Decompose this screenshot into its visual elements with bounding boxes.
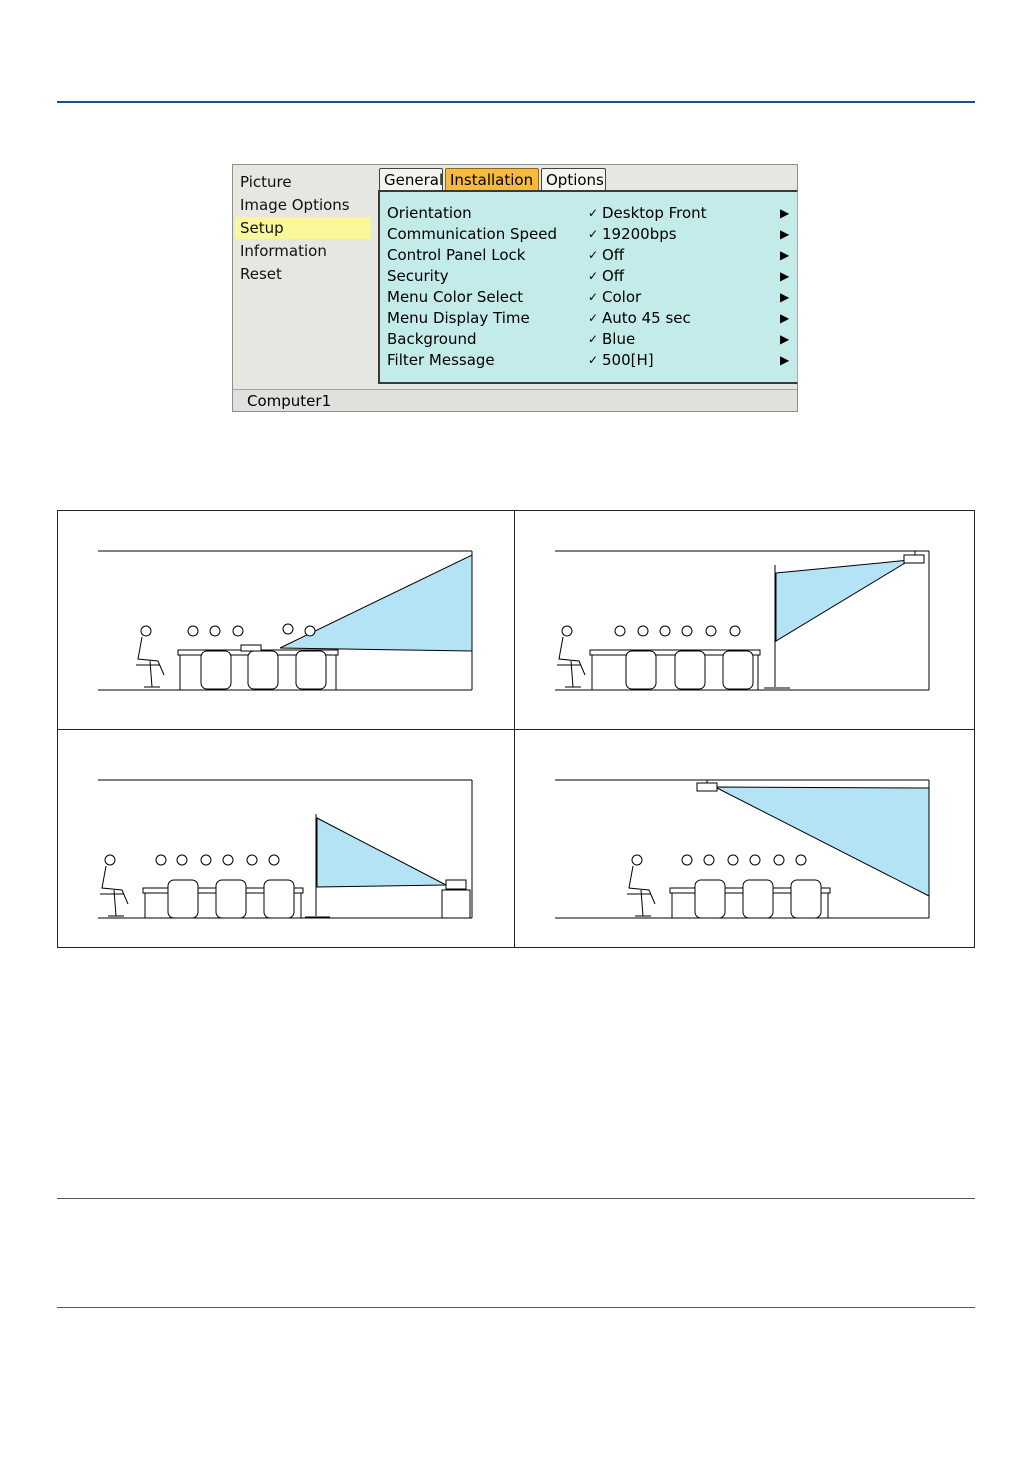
arrow-right-icon[interactable]: ▶ <box>780 290 790 304</box>
illustration-ceiling-rear <box>515 511 971 729</box>
setting-value: Off <box>602 246 625 264</box>
setting-row-filter-message[interactable] <box>380 350 798 371</box>
check-icon: ✓ <box>588 353 599 367</box>
setting-row-background[interactable] <box>380 329 798 350</box>
arrow-right-icon[interactable]: ▶ <box>780 269 790 283</box>
setting-value: Auto 45 sec <box>602 309 691 327</box>
setting-row-orientation[interactable] <box>380 203 798 224</box>
arrow-right-icon[interactable]: ▶ <box>780 227 790 241</box>
sidebar-item-information[interactable]: Information <box>240 242 327 260</box>
sidebar-item-reset[interactable]: Reset <box>240 265 282 283</box>
sidebar-item-picture[interactable]: Picture <box>240 173 292 191</box>
projector-ceiling-icon <box>904 555 924 563</box>
header-rule <box>57 101 975 103</box>
setting-value: Off <box>602 267 625 285</box>
check-icon: ✓ <box>588 290 599 304</box>
section-rule <box>57 1198 975 1199</box>
arrow-right-icon[interactable]: ▶ <box>780 206 790 220</box>
setting-row-menu-display-time[interactable] <box>380 308 798 329</box>
section-rule <box>57 1307 975 1308</box>
status-bar-source: Computer1 <box>233 389 797 411</box>
setting-label: Menu Color Select <box>387 288 524 306</box>
setting-label: Communication Speed <box>387 225 558 243</box>
sidebar-item-image-options[interactable]: Image Options <box>240 196 350 214</box>
check-icon: ✓ <box>588 206 599 220</box>
setup-menu-window <box>232 164 798 412</box>
setting-row-menu-color-select[interactable] <box>380 287 798 308</box>
setting-label: Orientation <box>387 204 472 222</box>
setting-value: Color <box>602 288 642 306</box>
check-icon: ✓ <box>588 311 599 325</box>
check-icon: ✓ <box>588 332 599 346</box>
setting-value: Desktop Front <box>602 204 707 222</box>
setting-label: Filter Message <box>387 351 495 369</box>
orientation-illustrations <box>57 510 975 948</box>
setting-label: Background <box>387 330 477 348</box>
projector-on-stand-icon <box>446 880 466 889</box>
setting-value: 19200bps <box>602 225 677 243</box>
sidebar-item-setup[interactable]: Setup <box>235 217 371 239</box>
check-icon: ✓ <box>588 227 599 241</box>
setting-row-security[interactable] <box>380 266 798 287</box>
check-icon: ✓ <box>588 269 599 283</box>
illustration-desktop-front <box>58 511 514 729</box>
projector-on-table-icon <box>241 645 261 651</box>
arrow-right-icon[interactable]: ▶ <box>780 311 790 325</box>
illustration-desktop-rear <box>58 730 514 948</box>
setting-value: Blue <box>602 330 636 348</box>
projector-ceiling-icon <box>697 783 717 791</box>
installation-panel <box>378 190 798 384</box>
arrow-right-icon[interactable]: ▶ <box>780 332 790 346</box>
tab-options[interactable]: Options <box>541 168 606 190</box>
arrow-right-icon[interactable]: ▶ <box>780 248 790 262</box>
setting-label: Control Panel Lock <box>387 246 526 264</box>
check-icon: ✓ <box>588 248 599 262</box>
illustration-ceiling-front <box>515 730 971 948</box>
setting-label: Security <box>387 267 449 285</box>
setting-row-communication-speed[interactable] <box>380 224 798 245</box>
arrow-right-icon[interactable]: ▶ <box>780 353 790 367</box>
setting-label: Menu Display Time <box>387 309 530 327</box>
setting-row-control-panel-lock[interactable] <box>380 245 798 266</box>
tab-installation[interactable]: Installation <box>445 168 539 190</box>
setting-value: 500[H] <box>602 351 654 369</box>
tab-general[interactable]: General <box>379 168 443 190</box>
